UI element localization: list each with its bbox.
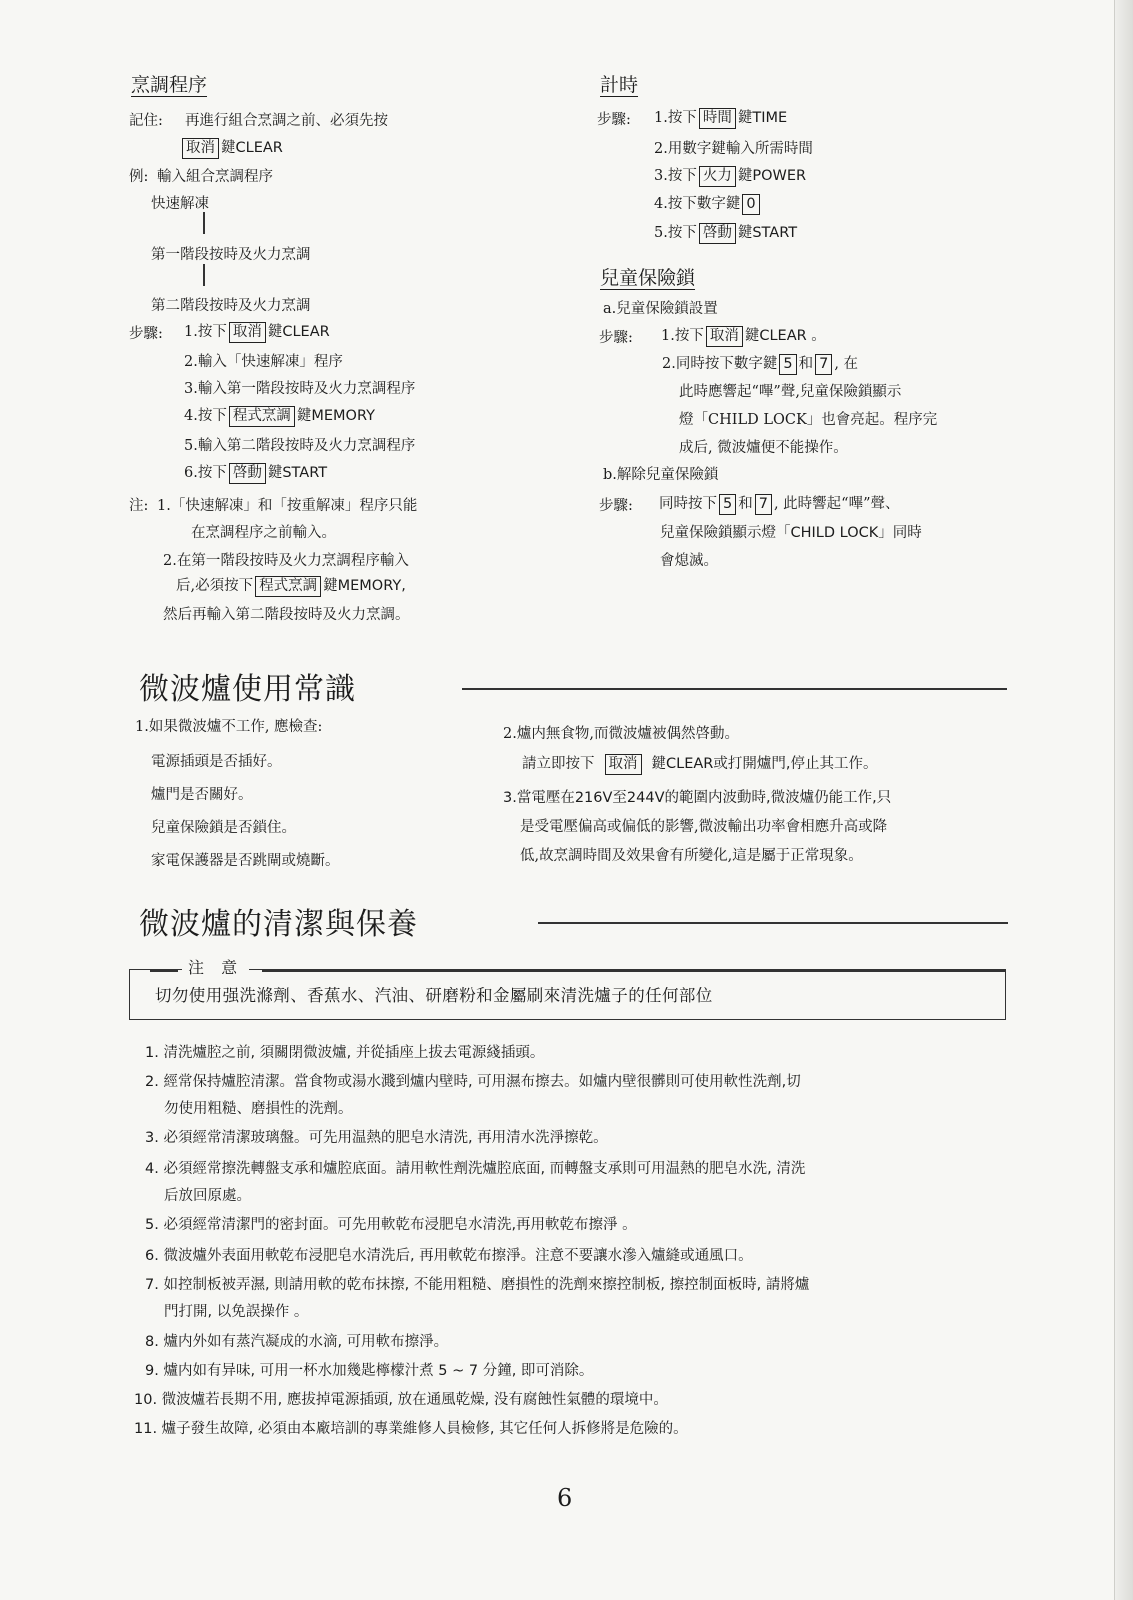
step-1-suffix: 鍵CLEAR — [267, 324, 330, 340]
caution-rule-right — [262, 970, 1005, 972]
common-sense-item-3a: 3.當電壓在216V至244V的範圍内波動時,微波爐仍能工作,只 — [503, 790, 892, 806]
item-2b-prefix: 請立即按下 — [522, 756, 595, 772]
note2-2b-suffix: 鍵MEMORY, — [323, 578, 406, 594]
cleaning-item: 8. 爐内外如有蒸汽凝成的水滴, 可用軟布擦淨。 — [145, 1334, 449, 1350]
timer-step-5-key: 啓動 — [699, 223, 736, 244]
child-lock-a1-key: 取消 — [706, 326, 743, 347]
child-lock-b1 — [659, 492, 900, 515]
child-lock-b1-key2: 7 — [755, 494, 772, 515]
child-lock-b1-and: 和 — [738, 496, 753, 512]
flow-step: 第二階段按時及火力烹調 — [151, 298, 311, 314]
cleaning-item: 3. 必須經常清潔玻璃盤。可先用温熱的肥皂水清洗, 再用清水洗淨擦乾。 — [145, 1130, 608, 1146]
cleaning-item-cont: 后放回原處。 — [164, 1188, 251, 1204]
common-sense-item-3c: 低,故烹調時間及效果會有所變化,這是屬于正常現象。 — [520, 848, 863, 864]
caution-label: 注 意 — [182, 955, 249, 978]
note2-2b — [176, 574, 406, 597]
note2-2a: 2.在第一階段按時及火力烹調程序輸入 — [163, 553, 409, 569]
child-lock-b1-line2: 兒童保險鎖顯示燈「CHILD LOCK」同時 — [660, 525, 922, 541]
step-4 — [184, 404, 375, 427]
cleaning-item-cont: 勿使用粗糙、磨損性的洗劑。 — [164, 1101, 353, 1117]
check-item: 兒童保險鎖是否鎖住。 — [151, 820, 296, 836]
cleaning-item: 9. 爐内如有异味, 可用一杯水加幾匙檸檬汁煮 5 ~ 7 分鐘, 即可消除。 — [145, 1363, 594, 1379]
timer-step-3-key: 火力 — [699, 166, 736, 187]
cleaning-item: 11. 爐子發生故障, 必須由本廠培訓的專業維修人員檢修, 其它任何人拆修將是危險的。 — [134, 1421, 688, 1437]
common-sense-item-3b: 是受電壓偏高或偏低的影響,微波輸出功率會相應升高或降 — [520, 819, 888, 835]
child-lock-b-steps-label: 步驟: — [599, 498, 633, 514]
common-sense-title: 微波爐使用常識 — [139, 672, 356, 707]
cleaning-item: 10. 微波爐若長期不用, 應拔掉電源插頭, 放在通風乾燥, 没有腐蝕性氣體的環境中。 — [134, 1392, 668, 1408]
child-lock-a2-line2: 此時應響起“嗶”聲,兒童保險鎖顯示 — [679, 384, 902, 400]
section-rule — [538, 922, 1008, 924]
cleaning-item: 5. 必須經常清潔門的密封面。可先用軟乾布浸肥皂水清洗,再用軟乾布擦淨 。 — [145, 1217, 637, 1233]
timer-step-3-suffix: 鍵POWER — [737, 168, 807, 184]
cleaning-item: 6. 微波爐外表面用軟乾布浸肥皂水清洗后, 再用軟乾布擦淨。注意不要讓水滲入爐縫或通風口。 — [145, 1248, 753, 1264]
flow-step: 第一階段按時及火力烹調 — [151, 247, 311, 263]
cleaning-item: 7. 如控制板被弄濕, 則請用軟的乾布抹擦, 不能用粗糙、磨損性的洗劑來擦控制板, 擦控制面板時, 請將爐 — [145, 1277, 810, 1293]
step-1 — [184, 320, 330, 343]
child-lock-a2-line3: 燈「CHILD LOCK」也會亮起。程序完 — [679, 412, 938, 428]
timer-step-4-prefix: 4.按下數字鍵 — [654, 196, 741, 212]
child-lock-title: 兒童保險鎖 — [600, 267, 696, 289]
note-text: 再進行組合烹調之前、必須先按 — [185, 113, 388, 129]
check-item: 電源插頭是否插好。 — [151, 754, 282, 770]
timer-step-1-prefix: 1.按下 — [654, 110, 697, 126]
child-lock-a-title: a.兒童保險鎖設置 — [603, 301, 718, 317]
steps-label: 步驟: — [129, 326, 163, 342]
page-edge — [1114, 0, 1133, 1600]
note2-2c: 然后再輸入第二階段按時及火力烹調。 — [163, 607, 410, 623]
step-5: 5.輸入第二階段按時及火力烹調程序 — [184, 438, 416, 454]
cleaning-item-cont: 門打開, 以免誤操作 。 — [164, 1304, 309, 1320]
child-lock-a2-line4: 成后, 微波爐便不能操作。 — [679, 440, 848, 456]
child-lock-a2-key1: 5 — [779, 354, 796, 375]
step-2: 2.輸入「快速解凍」程序 — [184, 354, 343, 370]
child-lock-a1 — [661, 324, 826, 347]
step-4-prefix: 4.按下 — [184, 408, 227, 424]
step-6-suffix: 鍵START — [267, 465, 328, 481]
cleaning-item: 2. 經常保持爐腔清潔。當食物或湯水濺到爐内壁時, 可用濕布擦去。如爐内壁很髒則可使用軟性洗劑,切 — [145, 1074, 801, 1090]
timer-step-5 — [654, 221, 797, 244]
note2-2b-key: 程式烹調 — [255, 576, 321, 597]
cleaning-item: 4. 必須經常擦洗轉盤支承和爐腔底面。請用軟性劑洗爐腔底面, 而轉盤支承則可用温熱的肥皂水洗, 清洗 — [145, 1161, 806, 1177]
timer-title: 計時 — [600, 74, 639, 96]
flow-connector — [203, 212, 205, 234]
page-number: 6 — [557, 1484, 573, 1512]
timer-step-1 — [654, 106, 787, 129]
step-4-key: 程式烹調 — [229, 406, 295, 427]
clear-suffix: 鍵CLEAR — [221, 140, 283, 156]
note2-1b: 在烹調程序之前輸入。 — [191, 525, 336, 541]
note2-1a: 1.「快速解凍」和「按重解凍」程序只能 — [157, 498, 418, 514]
note-label: 記住: — [129, 113, 163, 129]
step-1-prefix: 1.按下 — [184, 324, 227, 340]
timer-step-1-key: 時間 — [699, 108, 736, 129]
child-lock-b-title: b.解除兒童保險鎖 — [603, 467, 719, 483]
step-6 — [184, 461, 327, 484]
timer-step-5-suffix: 鍵START — [737, 225, 798, 241]
child-lock-a2-suffix: , 在 — [834, 356, 859, 372]
flow-step: 快速解凍 — [151, 196, 209, 212]
flow-connector — [203, 264, 205, 286]
step-6-key: 啓動 — [229, 463, 266, 484]
example-text: 輸入組合烹調程序 — [157, 169, 273, 185]
item-2b-suffix: 鍵CLEAR或打開爐門,停止其工作。 — [651, 756, 878, 772]
caution-text: 切勿使用强洗滌劑、香蕉水、汽油、研磨粉和金屬刷來清洗爐子的任何部位 — [155, 986, 713, 1005]
clear-key: 取消 — [182, 138, 219, 159]
caution-rule-left — [150, 970, 178, 972]
section-rule — [462, 688, 1007, 690]
timer-step-4-key: 0 — [742, 194, 759, 215]
timer-step-4 — [654, 192, 762, 215]
child-lock-steps-label: 步驟: — [599, 330, 633, 346]
child-lock-b1-suffix: , 此時響起“嗶”聲、 — [773, 496, 900, 512]
step-3: 3.輸入第一階段按時及火力烹調程序 — [184, 381, 416, 397]
child-lock-a2-prefix: 2.同時按下數字鍵 — [662, 356, 778, 372]
timer-step-2: 2.用數字鍵輸入所需時間 — [654, 141, 813, 157]
timer-step-3 — [654, 164, 806, 187]
step-6-prefix: 6.按下 — [184, 465, 227, 481]
child-lock-b1-line3: 會熄滅。 — [660, 553, 718, 569]
common-sense-item-1: 1.如果微波爐不工作, 應檢查: — [135, 719, 323, 735]
child-lock-a2 — [662, 352, 858, 375]
child-lock-a2-key2: 7 — [815, 354, 832, 375]
check-item: 家電保護器是否跳閘或燒斷。 — [151, 853, 340, 869]
caution-box — [129, 969, 1006, 1020]
check-item: 爐門是否關好。 — [151, 787, 253, 803]
timer-step-1-suffix: 鍵TIME — [737, 110, 788, 126]
timer-step-5-prefix: 5.按下 — [654, 225, 697, 241]
step-1-key: 取消 — [229, 322, 266, 343]
timer-step-3-prefix: 3.按下 — [654, 168, 697, 184]
example-label: 例: — [129, 169, 149, 185]
item-2b-key: 取消 — [605, 754, 642, 775]
common-sense-item-2: 2.爐内無食物,而微波爐被偶然啓動。 — [503, 726, 739, 742]
child-lock-b1-key1: 5 — [719, 494, 736, 515]
clear-key-line — [180, 136, 283, 159]
child-lock-a1-prefix: 1.按下 — [661, 328, 704, 344]
common-sense-item-2b — [522, 752, 877, 775]
step-4-suffix: 鍵MEMORY — [296, 408, 375, 424]
cleaning-item: 1. 清洗爐腔之前, 須關閉微波爐, 并從插座上拔去電源綫插頭。 — [145, 1045, 545, 1061]
child-lock-a2-and: 和 — [798, 356, 814, 372]
child-lock-a1-suffix: 鍵CLEAR 。 — [744, 328, 826, 344]
cleaning-title: 微波爐的清潔與保養 — [139, 907, 418, 942]
cooking-program-title: 烹調程序 — [131, 74, 208, 96]
child-lock-b1-prefix: 同時按下 — [659, 496, 717, 512]
note2-2b-prefix: 后,必須按下 — [176, 578, 254, 594]
note2-label: 注: — [129, 498, 149, 514]
timer-steps-label: 步驟: — [597, 112, 631, 128]
